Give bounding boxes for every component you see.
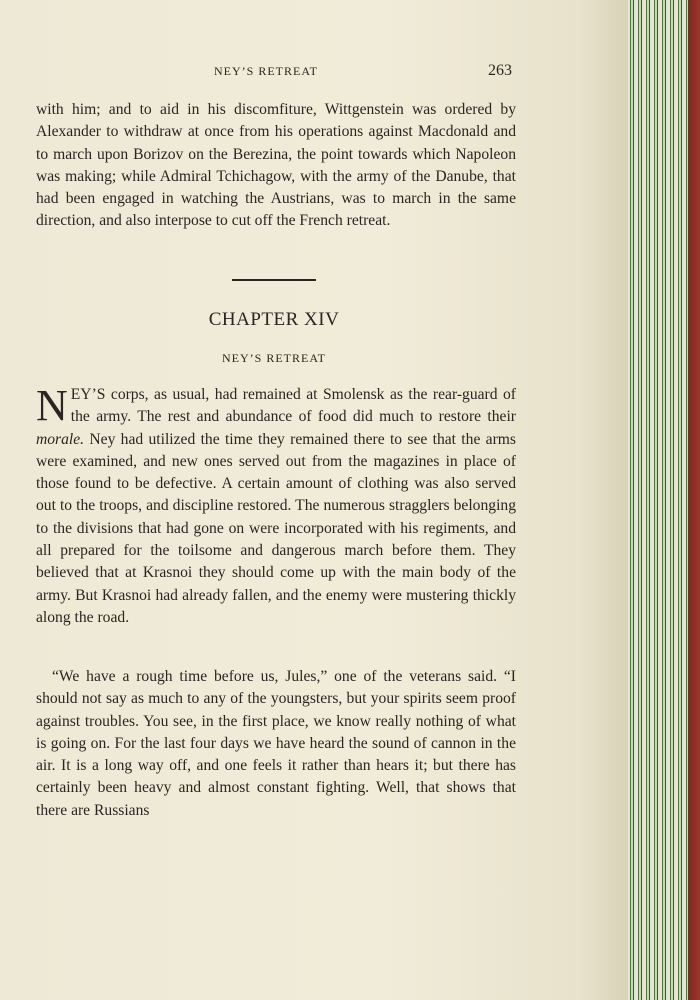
chapter-title: CHAPTER XIV (208, 309, 340, 330)
paragraph-text: EY’S corps, as usual, had remained at Smolensk as the rear-guard of the army. The rest and abundance of food did much to restore their (70, 386, 516, 426)
dialogue-paragraph: “We have a rough time before us, Jules,” one of the veterans said. “I should not say as much to any of the youngsters, but your spirits seem proof against troubles. You see, in the first place, we know really nothing of what is going on. For the last four days we have heard the sound of cannon in the air. It is a long way off, and one feels it rather than hears it; but there has certainly been heavy and almost constant fighting. Well, that shows that there are Russians (36, 668, 516, 819)
section-divider (232, 279, 316, 281)
continuation-paragraph: with him; and to aid in his discomfiture, Wittgenstein was ordered by Alexander to withdraw at once from his operations against Macdonald and to march upon Borizov on the Berezina, the point towards which Napoleon was making; while Admiral Tchichagow, with the army of the Danube, that had been engaged in watching the Austrians, was to march in the same direction, and also interpose to cut off the French retreat. (36, 101, 516, 230)
book-page-edges (628, 0, 700, 1000)
italic-word: morale. (36, 430, 85, 448)
chapter-opening-paragraph (36, 381, 516, 629)
chapter-subtitle: NEY’S RETREAT (222, 351, 326, 365)
running-head: NEY’S RETREAT (214, 64, 318, 78)
drop-cap: N (36, 381, 68, 430)
page-number: 263 (488, 62, 512, 79)
paragraph-text-continued: Ney had utilized the time they remained there to see that the arms were examined, and new ones served out from the magazines in place of those found to be defective. A certain amount of clothing was also served out to the troops, and discipline restored. The numerous stragglers belonging to the divisions that had gone on were incorporated with his regiments, and all prepared for the toilsome and dangerous march before them. They believed that at Krasnoi they should come up with the main body of the army. But Krasnoi had already fallen, and the enemy were mustering thickly along the road. (36, 430, 516, 626)
